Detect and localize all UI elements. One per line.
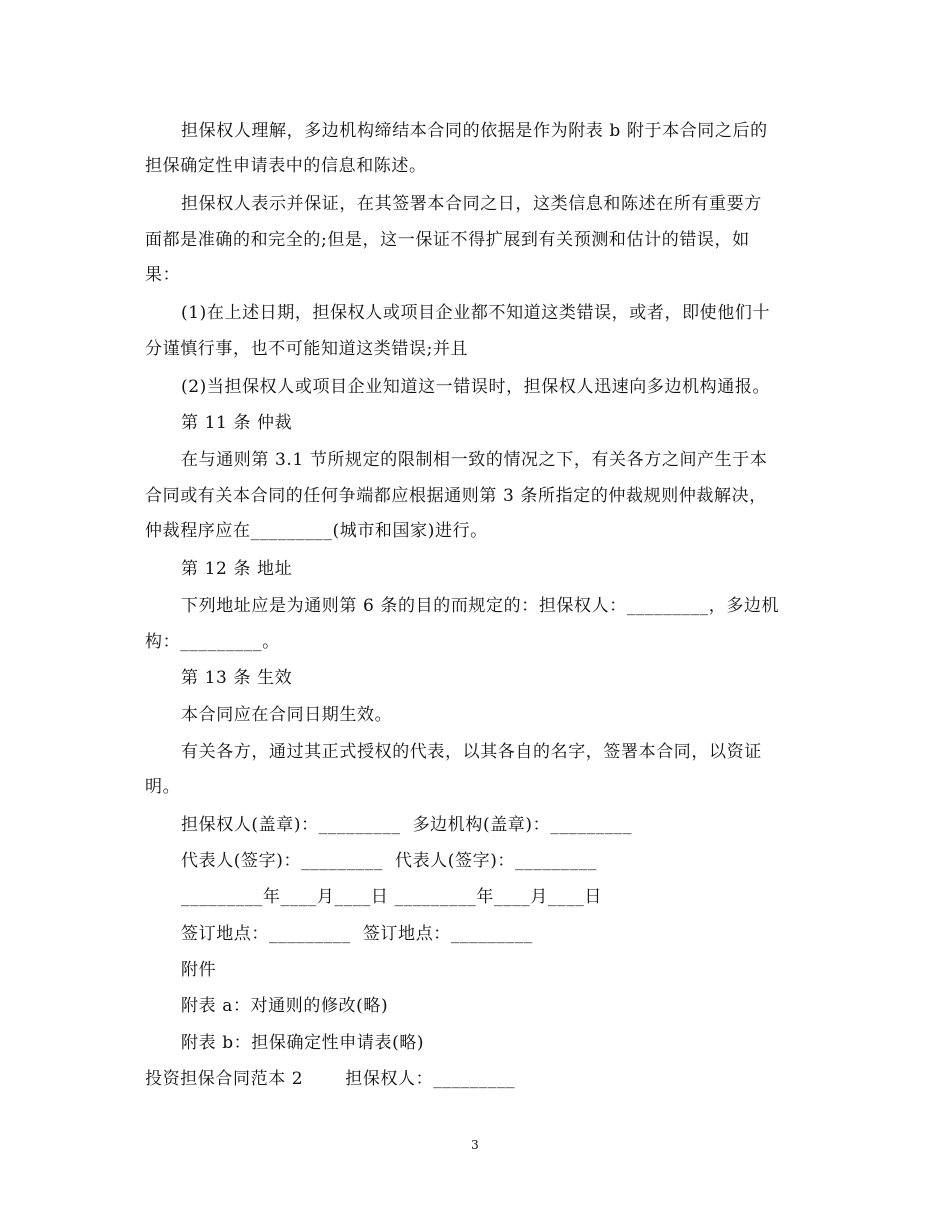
signature-date-line: _________年____月____日 _________年____月____日 xyxy=(181,887,603,907)
paragraph-4: (2)当担保权人或项目企业知道这一错误时，担保权人迅速向多边机构通报。 xyxy=(181,377,771,397)
attachment-item-b: 附表 b：担保确定性申请表(略) xyxy=(181,1033,425,1053)
paragraph-2-line-1: 担保权人表示并保证，在其签署本合同之日，这类信息和陈述在所有重要方 xyxy=(181,194,762,214)
paragraph-3-line-1: (1)在上述日期，担保权人或项目企业都不知道这类错误，或者，即使他们十 xyxy=(181,303,771,323)
signature-seal-line: 担保权人(盖章)：_________ 多边机构(盖章)：_________ xyxy=(181,815,633,835)
article-12-heading: 第 12 条 地址 xyxy=(181,559,293,579)
paragraph-1-line-2: 担保确定性申请表中的信息和陈述。 xyxy=(145,156,427,176)
witness-line-2: 明。 xyxy=(145,777,181,797)
attachment-item-a: 附表 a：对通则的修改(略) xyxy=(181,996,389,1016)
article-11-line-1: 在与通则第 3.1 节所规定的限制相一致的情况之下，有关各方之间产生于本 xyxy=(181,450,768,470)
witness-line-1: 有关各方，通过其正式授权的代表，以其各自的名字，签署本合同，以资证 xyxy=(181,742,762,762)
page-number: 3 xyxy=(471,1138,479,1152)
article-12-line-1: 下列地址应是为通则第 6 条的目的而规定的：担保权人：_________，多边机 xyxy=(181,596,780,616)
paragraph-1-line-1: 担保权人理解，多边机构缔结本合同的依据是作为附表 b 附于本合同之后的 xyxy=(181,121,768,141)
article-13-heading: 第 13 条 生效 xyxy=(181,668,293,688)
next-template-line: 投资担保合同范本 2 担保权人：_________ xyxy=(145,1069,516,1089)
signature-place-line: 签订地点：_________ 签订地点：_________ xyxy=(181,924,533,944)
article-11-line-3: 仲裁程序应在_________(城市和国家)进行。 xyxy=(145,521,488,541)
article-13-text: 本合同应在合同日期生效。 xyxy=(181,705,393,725)
attachments-heading: 附件 xyxy=(181,960,217,980)
article-11-heading: 第 11 条 仲裁 xyxy=(181,413,293,433)
signature-representative-line: 代表人(签字)：_________ 代表人(签字)：_________ xyxy=(181,851,597,871)
paragraph-2-line-3: 果： xyxy=(145,265,181,285)
paragraph-2-line-2: 面都是准确的和完全的;但是，这一保证不得扩展到有关预测和估计的错误，如 xyxy=(145,230,750,250)
article-12-line-2: 构：_________。 xyxy=(145,632,280,652)
article-11-line-2: 合同或有关本合同的任何争端都应根据通则第 3 条所指定的仲裁规则仲裁解决， xyxy=(145,486,767,506)
paragraph-3-line-2: 分谨慎行事，也不可能知道这类错误;并且 xyxy=(145,339,469,359)
